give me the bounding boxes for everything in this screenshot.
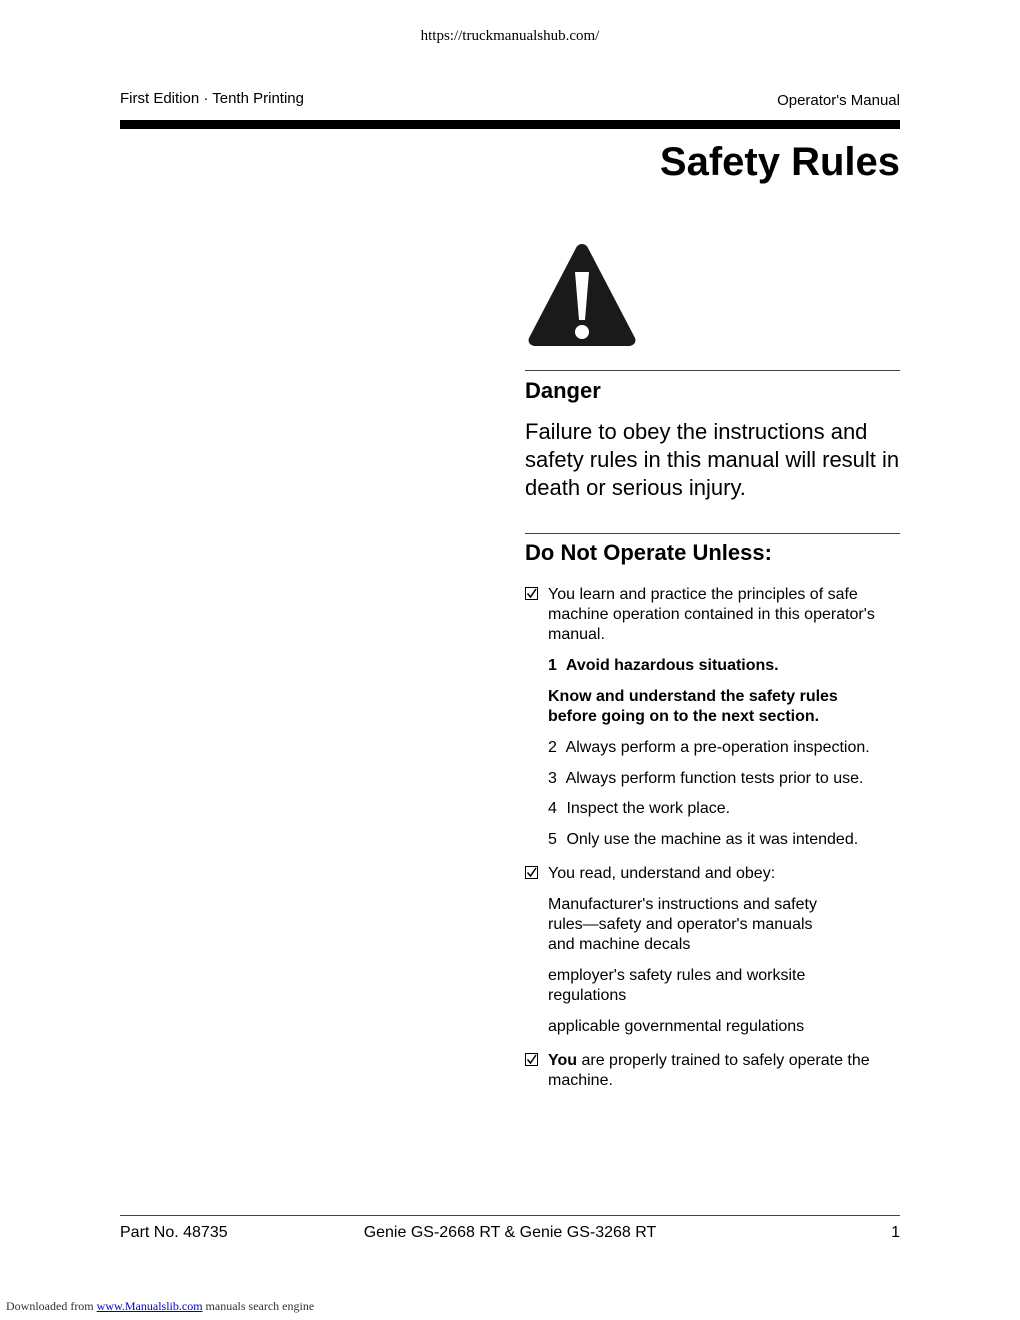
step-number: 5	[548, 831, 557, 848]
step-number: 4	[548, 800, 557, 817]
download-prefix: Downloaded from	[6, 1299, 97, 1313]
source-url: https://truckmanualshub.com/	[420, 28, 600, 44]
divider	[525, 533, 900, 534]
danger-text: Failure to obey the instructions and safety rules in this manual will result in death or serious injury.	[525, 419, 900, 500]
download-note	[6, 1299, 314, 1314]
danger-heading: Danger	[525, 378, 601, 403]
sub-item-text: applicable governmental regulations	[548, 1018, 805, 1035]
checkbox-checked-icon	[525, 1053, 538, 1066]
sub-item-text: employer's safety rules and worksite regulations	[548, 967, 806, 1004]
warning-triangle-icon	[524, 238, 640, 352]
do-not-operate-heading: Do Not Operate Unless:	[525, 540, 772, 565]
condition-text: You read, understand and obey:	[548, 865, 776, 882]
checkbox-checked-icon	[525, 587, 538, 600]
step-text: Inspect the work place.	[566, 800, 731, 817]
part-number: Part No. 48735	[120, 1224, 228, 1241]
checkbox-checked-icon	[525, 866, 538, 879]
condition-bold: You	[548, 1052, 578, 1069]
step-text: Always perform function tests prior to use.	[565, 770, 864, 787]
condition-text: You learn and practice the principles of safe machine operation contained in this operator's manual.	[548, 586, 875, 643]
header-bar	[120, 120, 900, 129]
divider	[525, 370, 900, 371]
model-name: Genie GS-2668 RT & Genie GS-3268 RT	[363, 1224, 657, 1241]
step-item	[548, 799, 730, 819]
step-number: 1	[548, 657, 557, 674]
step-item	[548, 769, 863, 789]
download-suffix: manuals search engine	[202, 1299, 315, 1313]
condition-text	[548, 1051, 893, 1091]
page-title: Safety Rules	[659, 140, 900, 184]
footer-divider	[120, 1215, 900, 1216]
sub-item-text: Manufacturer's instructions and safety rules—safety and operator's manuals and machine decals	[548, 896, 817, 953]
manual-label: Operator's Manual	[777, 92, 900, 109]
step-number: 3	[548, 770, 557, 787]
condition-rest: are properly trained to safely operate the machine.	[548, 1052, 870, 1089]
step-item	[548, 830, 858, 850]
step-item	[548, 738, 870, 758]
manualslib-link[interactable]: www.Manualslib.com	[96, 1299, 203, 1313]
step-text: Always perform a pre-operation inspection.	[565, 739, 870, 756]
edition-label: First Edition · Tenth Printing	[120, 90, 304, 107]
step-text: Avoid hazardous situations.	[565, 657, 779, 674]
page-number: 1	[891, 1224, 900, 1241]
step-text: Only use the machine as it was intended.	[566, 831, 859, 848]
know-rules-text: Know and understand the safety rules before going on to the next section.	[548, 688, 838, 725]
step-item	[548, 656, 779, 676]
step-number: 2	[548, 739, 557, 756]
